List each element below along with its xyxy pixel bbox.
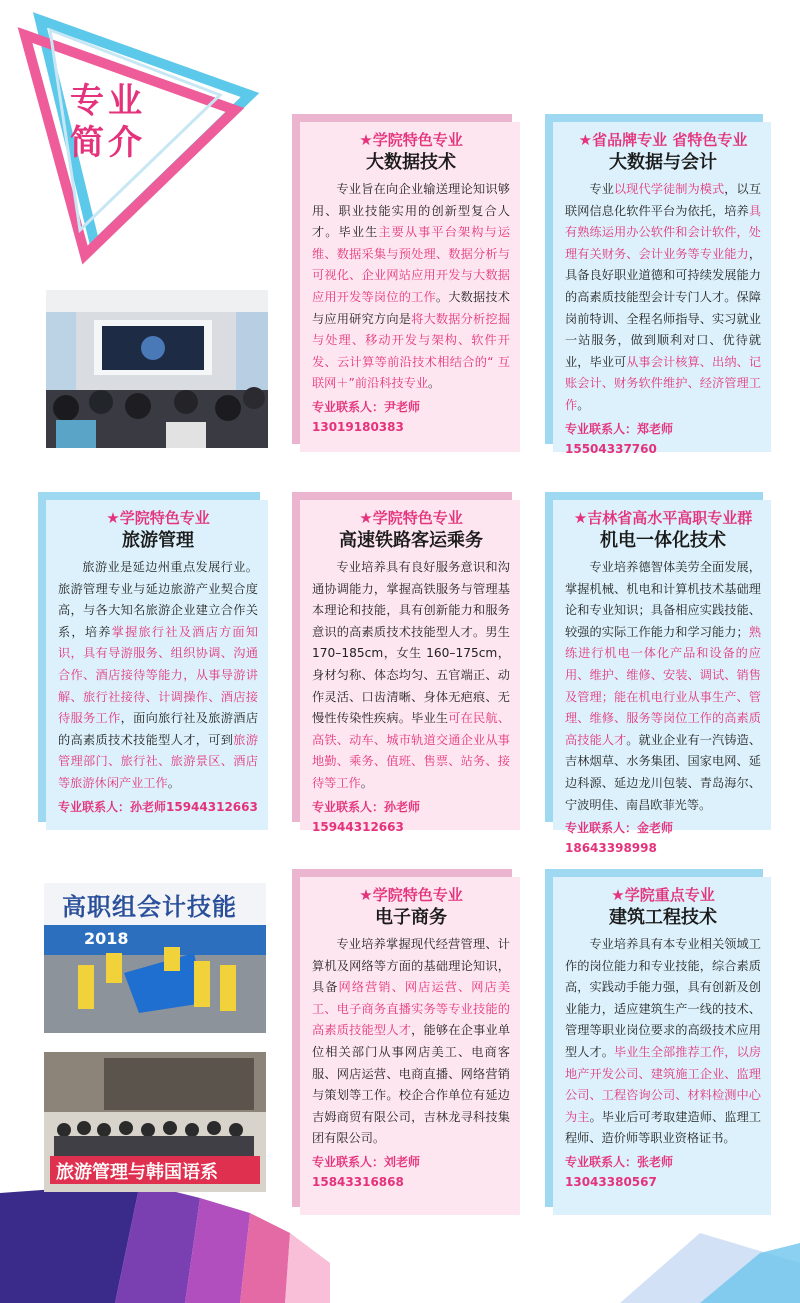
highlight-text: 具有熟练运用办公软件和会计软件，处理有关财务、会计业务等专业能力	[565, 203, 761, 261]
major-name: 电子商务	[375, 907, 447, 928]
description-text: 专业培养具有本专业相关领域工作的岗位能力和专业技能，综合素质高，实践动手能力强，具有创新及创业能力，适应建筑生产一线的技术、管理等职业岗位要求的高级技术应用型人才。	[565, 937, 761, 1059]
major-contact: 专业联系人：孙老师15944312663	[312, 799, 421, 834]
tourism-banner-text: 旅游管理与韩国语系	[56, 1162, 218, 1183]
major-card-big-data	[300, 122, 520, 452]
highlight-text: 从事会计核算、出纳、记账会计、财务软件维护、经济管理工作	[565, 354, 762, 412]
section-title	[70, 80, 170, 164]
description-text: 专业培养德智体美劳全面发展，掌握机械、机电和计算机技术基础理论和专业知识；具备相应实践技能、较强的实际工作能力和学习能力；	[565, 560, 761, 639]
description-text: 。	[360, 775, 373, 790]
major-contact: 专业联系人：尹老师13019180383	[312, 399, 421, 434]
major-description	[312, 934, 510, 1150]
major-name: 大数据与会计	[609, 152, 717, 173]
major-tag: ★学院特色专业	[106, 509, 210, 527]
major-card-railway	[300, 500, 520, 834]
description-text: ，面向旅行社及旅游酒店的高素质技术技能型人才，可到	[58, 711, 259, 747]
highlight-text: 将大数据分析挖掘与处理、移动开发与架构、软件开发、云计算等前沿技术相结合的“ 互联网＋”前沿科技专业	[312, 311, 511, 391]
highlight-text: 网络营销、网店运营、网店美工、电子商务直播实务等专业技能的高素质技能型人才	[312, 980, 511, 1038]
highlight-text: 毕业生全部推荐工作，以房地产开发公司、建筑施工企业、监理公司、工程咨询公司、材料检测中心为主	[565, 1044, 762, 1124]
highlight-text: 熟练进行机电一体化产品和设备的应用、维护、维修、安装、调试、销售及管理；能在机电行业从事生产、管理、维修、服务等岗位工作的高素质高技能人才	[565, 624, 762, 747]
major-card-ecommerce	[300, 877, 520, 1215]
description-text: 旅游业是延边州重点发展行业。旅游管理专业与延边旅游产业契合度高，与各大知名旅游企业建立合作关系，培养	[58, 560, 258, 639]
section-title-line1: 专业	[70, 81, 146, 121]
major-name: 大数据技术	[366, 152, 456, 173]
major-contact: 专业联系人：金老师18643398998	[565, 821, 674, 856]
highlight-text: 主要从事平台架构与运维、数据采集与预处理、数据分析与可视化、企业网站应用开发与大数据应用开发等岗位的工作	[312, 225, 511, 304]
description-text: ，具备良好职业道德和可持续发展能力的高素质技能型会计专门人才。保障岗前特训、全程名师指导、实习就业一站服务，做到顺利对口、优待就业，毕业可	[565, 246, 761, 369]
major-tag: ★省品牌专业 省特色专业	[578, 131, 748, 149]
major-name: 高速铁路客运乘务	[339, 530, 483, 551]
major-name: 机电一体化技术	[600, 530, 726, 551]
major-contact: 专业联系人：刘老师 15843316868	[312, 1154, 421, 1189]
major-description	[565, 934, 761, 1150]
classroom-photo	[46, 290, 268, 448]
contest-year-text: 2018	[84, 929, 129, 948]
major-tag: ★学院特色专业	[359, 886, 463, 904]
major-tag: ★学院特色专业	[359, 509, 463, 527]
major-tag: ★学院重点专业	[611, 886, 715, 904]
description-text: 。	[577, 397, 590, 412]
major-description	[565, 557, 761, 816]
major-name: 建筑工程技术	[609, 907, 717, 928]
major-tag: ★学院特色专业	[359, 131, 463, 149]
major-card-tourism	[46, 500, 268, 830]
description-text: ，以互联网信息化软件平台为依托，培养	[565, 182, 762, 218]
major-card-mechatronics	[553, 500, 771, 856]
major-card-big-data-accounting	[553, 122, 771, 456]
description-text: 专业	[589, 182, 614, 196]
highlight-text: 以现代学徒制为模式	[613, 182, 725, 196]
description-text: 。	[167, 775, 180, 790]
major-description	[565, 179, 761, 417]
major-contact: 专业联系人：孙老师15944312663	[58, 799, 258, 814]
major-tag: ★吉林省高水平高职专业群	[573, 509, 753, 527]
description-text: 。毕业后可考取建造师、监理工程师、造价师等职业资格证书。	[565, 1109, 762, 1146]
major-description	[312, 557, 510, 795]
major-contact: 专业联系人：张老师 13043380567	[565, 1154, 674, 1189]
highlight-text: 掌握旅行社及酒店方面知识，具有导游服务、组织协调、沟通合作、酒店接待等能力，从事导游讲解、旅行社接待、计调操作、酒店接待服务工作	[58, 624, 259, 726]
accounting-contest-photo	[44, 883, 266, 1033]
description-text: ，能够在企事业单位相关部门从事网店美工、电商客服、网店运营、电商直播、网络营销与策划等工作。校企合作单位有延边吉姆商贸有限公司，吉林龙寻科技集团有限公司。	[312, 1023, 511, 1146]
major-description	[312, 179, 510, 395]
major-contact: 专业联系人：郑老师15504337760	[565, 421, 674, 456]
description-text: 。就业企业有一汽铸造、吉林烟草、水务集团、国家电网、延边科源、延边龙川包装、青岛海尔、宁波明佳、南昌欧菲光等。	[565, 732, 762, 812]
tourism-group-photo	[44, 1052, 266, 1192]
major-description	[58, 557, 258, 795]
major-name: 旅游管理	[122, 530, 194, 551]
contest-banner-text: 高职组会计技能	[62, 893, 237, 921]
description-text: 。	[428, 376, 441, 391]
description-text: 。大数据技术与应用研究方向是	[312, 289, 510, 326]
description-text: 专业旨在向企业输送理论知识够用、职业技能实用的创新型复合人才。毕业生	[312, 182, 510, 240]
description-text: 专业培养掌握现代经营管理、计算机及网络等方面的基础理论知识，具备	[312, 937, 510, 995]
description-text: 专业培养具有良好服务意识和沟通协调能力，掌握高铁服务与管理基本理论和技能，具有创新能力和服务意识的高素质技术技能型人才。男生 170–185cm，女生 160–175cm，身材匀称、体态均匀、五官端正、动作灵活、口齿清晰、身体无疤痕、无慢性传染性疾病。毕业生	[312, 560, 510, 726]
highlight-text: 可在民航、高铁、动车、城市轨道交通企业从事地勤、乘务、值班、售票、站务、接待等工作	[312, 711, 511, 790]
major-card-construction	[553, 877, 771, 1215]
highlight-text: 旅游管理部门、旅行社、旅游景区、酒店等旅游休闲产业工作	[58, 732, 259, 790]
section-title-line2: 简介	[70, 123, 146, 163]
